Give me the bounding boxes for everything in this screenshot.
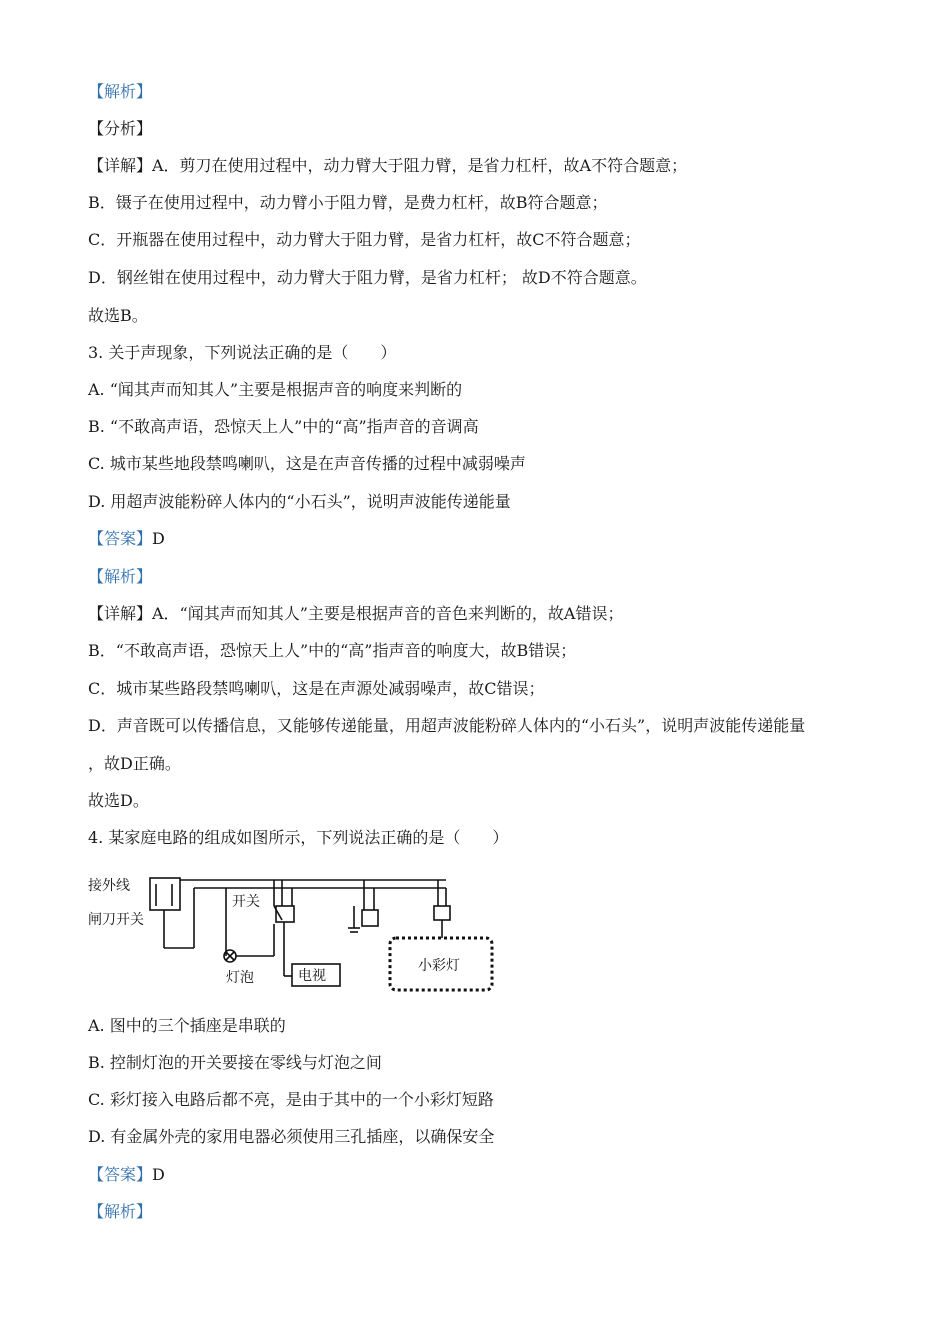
text-line: D．钢丝钳在使用过程中，动力臂大于阻力臂，是省力杠杆； 故D不符合题意。 <box>88 268 647 287</box>
option-c: C. 彩灯接入电路后都不亮，是由于其中的一个小彩灯短路 <box>88 1090 494 1109</box>
text-line: B．镊子在使用过程中，动力臂小于阻力臂，是费力杠杆，故B符合题意； <box>88 193 608 212</box>
option-a: A. 图中的三个插座是串联的 <box>88 1016 286 1035</box>
text-line: 【详解】A．剪刀在使用过程中，动力臂大于阻力臂，是省力杠杆，故A不符合题意； <box>88 156 688 175</box>
household-circuit-diagram <box>86 866 546 998</box>
option-d: D. 有金属外壳的家用电器必须使用三孔插座，以确保安全 <box>88 1127 495 1146</box>
question-4-stem: 4. 某家庭电路的组成如图所示，下列说法正确的是（ ） <box>88 828 509 847</box>
label-tv: 电视 <box>298 968 326 984</box>
text-line: 【解析】 <box>88 1202 153 1221</box>
question-3-stem: 3. 关于声现象，下列说法正确的是（ ） <box>88 343 397 362</box>
text-line: D．声音既可以传播信息，又能够传递能量，用超声波能粉碎人体内的“小石头”，说明声波能传递能量 <box>88 716 806 735</box>
text-line: 【解析】 <box>88 82 153 101</box>
text-line: C．开瓶器在使用过程中，动力臂大于阻力臂，是省力杠杆，故C不符合题意； <box>88 230 641 249</box>
text-line: C．城市某些路段禁鸣喇叭，这是在声源处减弱噪声，故C错误； <box>88 679 545 698</box>
text-line: 【解析】 <box>88 567 153 586</box>
option-b: B. “不敢高声语，恐惊天上人”中的“高”指声音的音调高 <box>88 417 479 436</box>
text-line: 故选D。 <box>88 791 149 810</box>
text-line: 【详解】A．“闻其声而知其人”主要是根据声音的音色来判断的，故A错误； <box>88 604 624 623</box>
label-knife-switch: 闸刀开关 <box>88 912 144 928</box>
label-light-string: 小彩灯 <box>418 958 460 974</box>
option-a: A. “闻其声而知其人”主要是根据声音的响度来判断的 <box>88 380 463 399</box>
answer-line: 【答案】D <box>88 1165 165 1184</box>
text-line: 故选B。 <box>88 306 148 325</box>
knife-switch-box <box>150 878 180 910</box>
text-line: 【分析】 <box>88 119 153 138</box>
option-b: B. 控制灯泡的开关要接在零线与灯泡之间 <box>88 1053 382 1072</box>
option-d: D. 用超声波能粉碎人体内的“小石头”，说明声波能传递能量 <box>88 492 511 511</box>
text-line: ，故D正确。 <box>88 754 181 773</box>
label-switch: 开关 <box>232 894 260 910</box>
text-line: B．“不敢高声语，恐惊天上人”中的“高”指声音的响度大，故B错误； <box>88 641 577 660</box>
label-external-line: 接外线 <box>88 878 130 894</box>
label-bulb: 灯泡 <box>226 970 254 986</box>
option-c: C. 城市某些地段禁鸣喇叭，这是在声音传播的过程中减弱噪声 <box>88 454 526 473</box>
answer-line: 【答案】D <box>88 529 165 548</box>
